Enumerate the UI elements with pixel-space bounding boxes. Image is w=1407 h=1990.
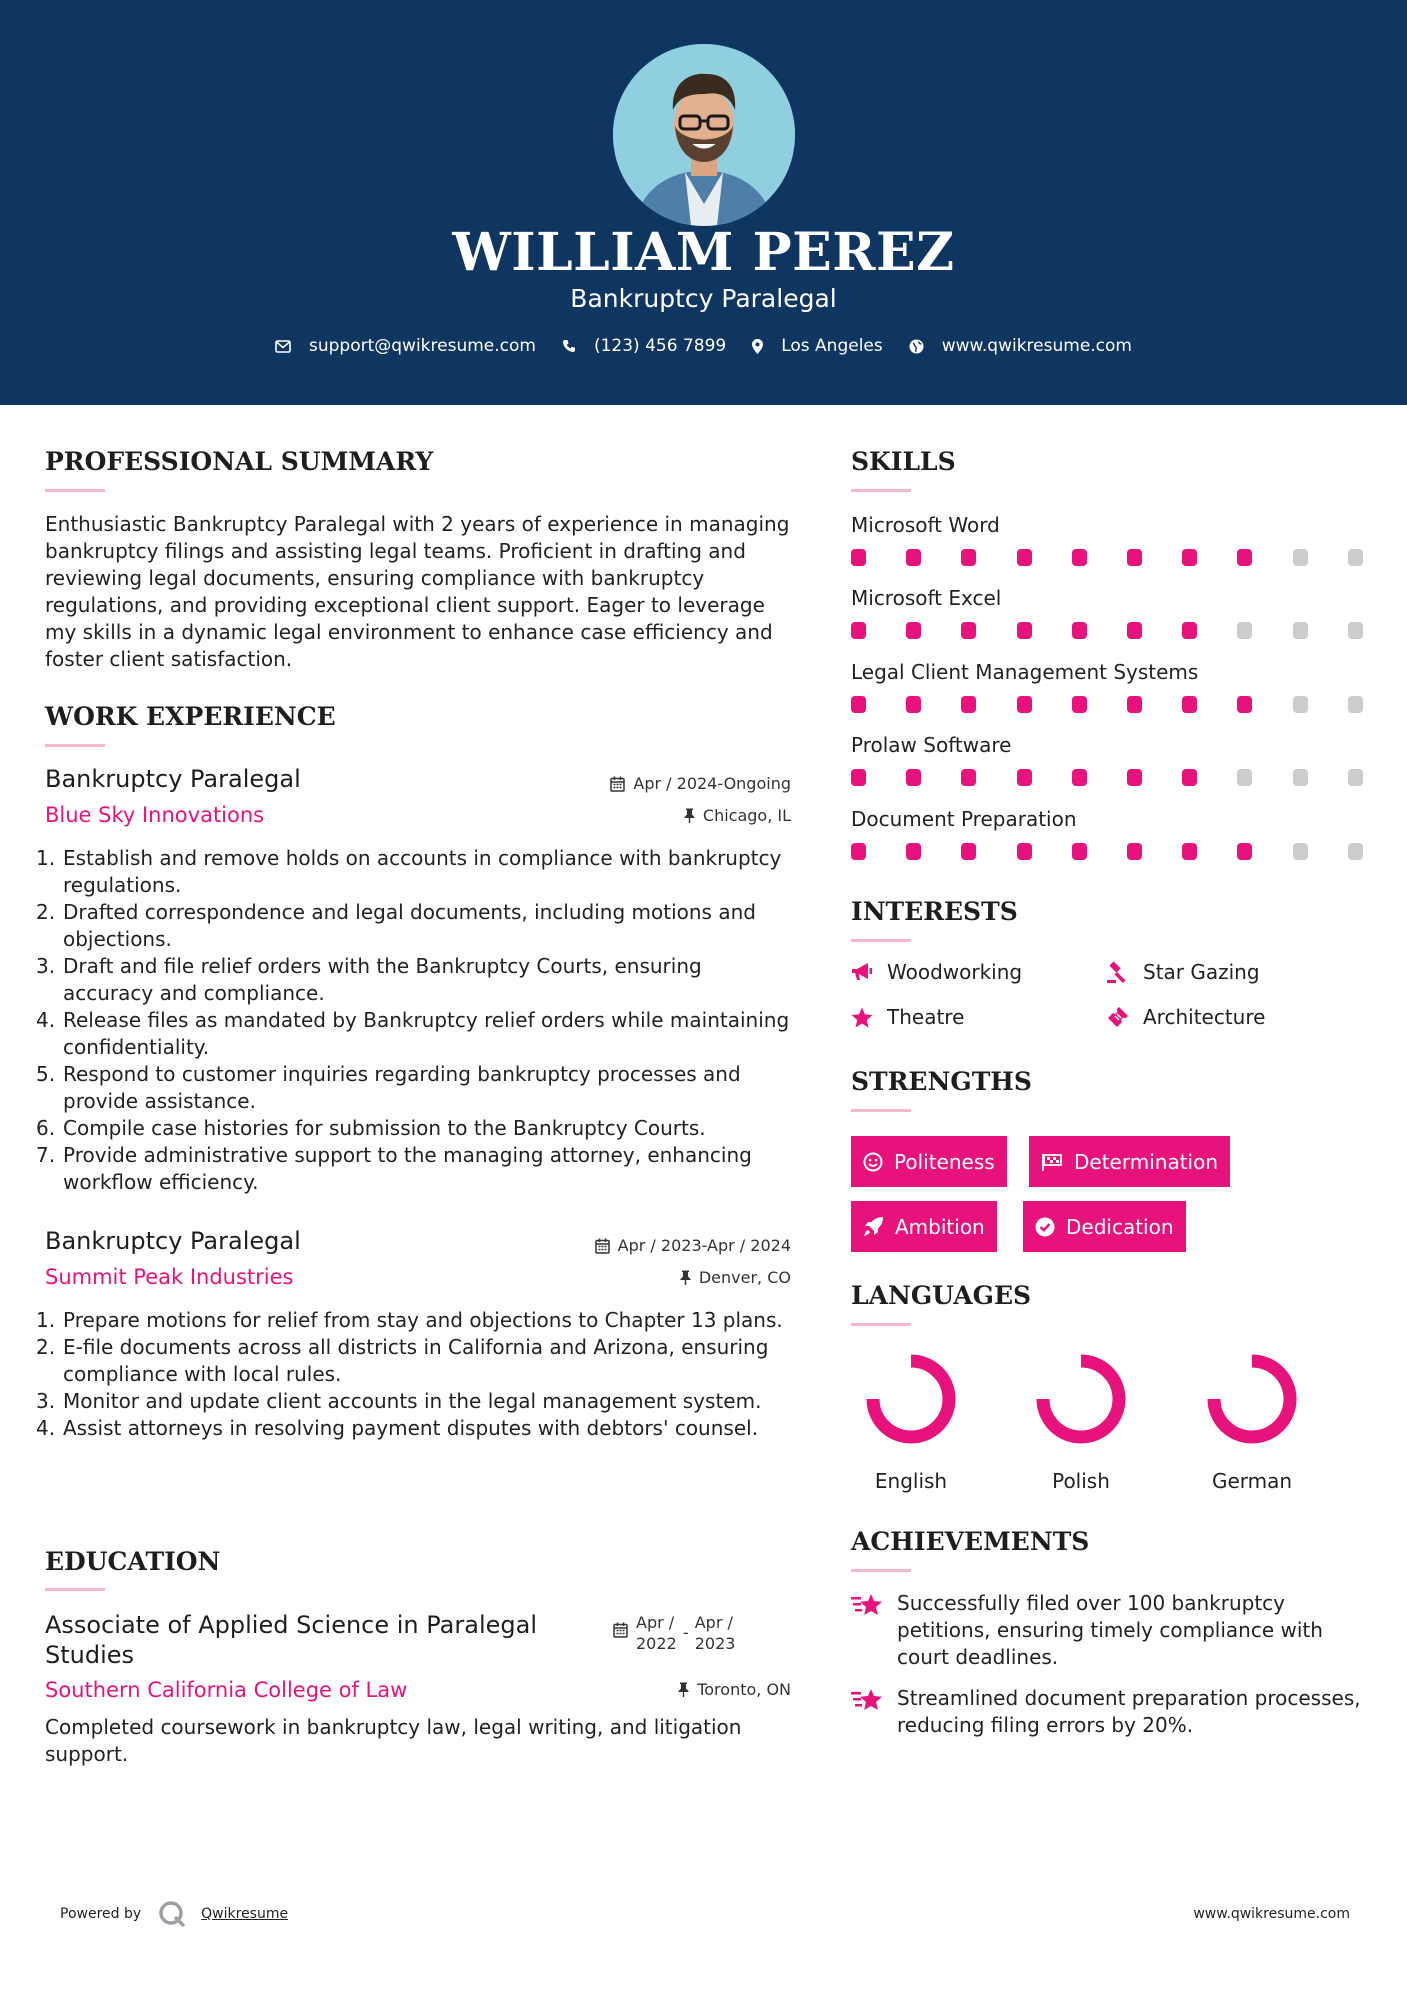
skill-dot	[1182, 549, 1197, 566]
language-ring	[1031, 1349, 1131, 1449]
skill-rating	[851, 622, 1371, 640]
interests-divider	[851, 939, 911, 942]
skill-dot	[1072, 843, 1087, 860]
language-label: German	[1211, 1469, 1293, 1493]
list-item: 2. E-file documents across all districts in California and Arizona, ensuring compliance with local rules.	[36, 1335, 769, 1386]
phone-text: (123) 456 7899	[593, 336, 727, 356]
job-dates-text: Apr / 2024-Ongoing	[633, 774, 791, 793]
gavel-icon	[1107, 961, 1129, 983]
languages-heading: LANGUAGES	[851, 1281, 1032, 1310]
skill-dot	[1017, 696, 1032, 713]
education-divider	[45, 1588, 105, 1591]
skill-dot	[851, 622, 866, 639]
contact-location	[752, 336, 883, 356]
pushpin-icon	[678, 1682, 689, 1697]
skill-dot	[1237, 769, 1252, 786]
map-pin-icon	[752, 339, 763, 354]
skill-dot	[1017, 622, 1032, 639]
skill-dot	[961, 843, 976, 860]
skill-dot	[1348, 549, 1363, 566]
job-dates	[610, 774, 791, 793]
skills-heading: SKILLS	[851, 447, 956, 476]
interests-heading: INTERESTS	[851, 897, 1018, 926]
job-location	[684, 806, 791, 825]
education-location	[678, 1680, 791, 1699]
job-location-text: Chicago, IL	[702, 806, 791, 825]
qwikresume-logo-icon	[157, 1899, 187, 1929]
list-item: 5. Respond to customer inquiries regarding bankruptcy processes and provide assistance.	[36, 1062, 741, 1113]
skill-dot	[961, 769, 976, 786]
list-item: 1. Prepare motions for relief from stay and objections to Chapter 13 plans.	[36, 1308, 783, 1332]
skill-dot	[1182, 622, 1197, 639]
list-item: 3. Monitor and update client accounts in the legal management system.	[36, 1389, 762, 1413]
skill-name: Microsoft Word	[851, 513, 1000, 537]
strengths-heading: STRENGTHS	[851, 1067, 1032, 1096]
skill-dot	[1072, 769, 1087, 786]
achievements-divider	[851, 1569, 911, 1572]
education-dates: Apr / 2022 - Apr / 2023	[613, 1612, 735, 1654]
job-duties-list	[36, 1307, 796, 1442]
footer-powered-by	[60, 1899, 288, 1929]
strength-badge: Determination	[1029, 1136, 1230, 1187]
skill-dot	[851, 843, 866, 860]
list-item: 4. Release files as mandated by Bankruptcy relief orders while maintaining confidentiality.	[36, 1008, 790, 1059]
envelope-icon	[275, 340, 291, 353]
candidate-name: WILLIAM PEREZ	[452, 222, 955, 283]
education-start: Apr / 2022	[636, 1613, 677, 1653]
language-item	[1182, 1349, 1322, 1493]
skill-dot	[1293, 843, 1308, 860]
skill-dot	[906, 769, 921, 786]
skill-dot	[1237, 622, 1252, 639]
skill-dot	[906, 696, 921, 713]
skill-dot	[1072, 622, 1087, 639]
education-description: Completed coursework in bankruptcy law, legal writing, and litigation support.	[45, 1715, 742, 1766]
skill-dot	[1293, 622, 1308, 639]
job-location	[680, 1268, 791, 1287]
language-item	[841, 1349, 981, 1493]
language-ring	[1202, 1349, 1302, 1449]
summary-text: Enthusiastic Bankruptcy Paralegal with 2 years of experience in managing bankruptcy filings and assisting legal teams. Proficient in drafting and reviewing legal documents, ensuring compliance with bankruptcy regulations, and providing exceptional client support. Eager to leverage my skills in a dynamic legal environment to enhance case efficiency and foster client satisfaction.	[45, 512, 790, 671]
interest-item: Woodworking	[851, 960, 1022, 984]
skill-dot	[906, 622, 921, 639]
interest-item: Architecture	[1107, 1005, 1265, 1029]
job-company: Summit Peak Industries	[45, 1265, 294, 1289]
language-label: English	[874, 1469, 948, 1493]
contact-bar	[0, 336, 1407, 356]
language-arc	[1043, 1361, 1119, 1437]
language-label: Polish	[1052, 1469, 1110, 1493]
list-item: 2. Drafted correspondence and legal documents, including motions and objections.	[36, 900, 756, 951]
avatar-photo	[613, 44, 795, 226]
calendar-icon	[595, 1238, 610, 1254]
summary-heading: PROFESSIONAL SUMMARY	[45, 447, 434, 476]
job-title: Bankruptcy Paralegal	[45, 765, 301, 793]
calendar-icon	[613, 1622, 628, 1638]
list-item: 1. Establish and remove holds on accounts in compliance with bankruptcy regulations.	[36, 846, 782, 897]
skill-dot	[1348, 769, 1363, 786]
skill-rating	[851, 843, 1371, 861]
resume-header	[0, 0, 1407, 405]
skill-dot	[1348, 622, 1363, 639]
pushpin-icon	[680, 1270, 691, 1285]
star-icon	[851, 1007, 873, 1028]
skill-dot	[1348, 843, 1363, 860]
skill-dot	[1127, 843, 1142, 860]
strength-badge: Dedication	[1023, 1201, 1186, 1252]
rocket-icon	[863, 1216, 884, 1237]
qwikresume-link[interactable]: Qwikresume	[201, 1906, 289, 1922]
skill-dot	[1293, 696, 1308, 713]
degree-title: Associate of Applied Science in Paralegal Studies	[45, 1611, 537, 1669]
skill-dot	[906, 843, 921, 860]
language-arc	[873, 1361, 949, 1437]
website-text: www.qwikresume.com	[941, 336, 1132, 356]
job-title: Bankruptcy Paralegal	[45, 1227, 301, 1255]
skills-divider	[851, 489, 911, 492]
skill-dot	[1127, 622, 1142, 639]
strength-badge: Ambition	[851, 1201, 997, 1252]
strength-badge: Politeness	[851, 1136, 1007, 1187]
job-dates-text: Apr / 2023-Apr / 2024	[617, 1236, 791, 1255]
flag-icon	[1041, 1153, 1063, 1171]
shooting-star-icon	[851, 1688, 883, 1712]
education-end: Apr / 2023	[694, 1613, 736, 1653]
school-name: Southern California College of Law	[45, 1678, 408, 1702]
contact-website[interactable]	[909, 336, 1132, 356]
footer-url[interactable]: www.qwikresume.com	[1193, 1906, 1350, 1922]
pushpin-icon	[684, 808, 695, 823]
check-circle-icon	[1035, 1217, 1055, 1237]
education-location-text: Toronto, ON	[697, 1680, 791, 1699]
powered-by-text: Powered by	[60, 1906, 142, 1922]
phone-icon	[562, 339, 576, 353]
skill-dot	[1293, 769, 1308, 786]
skill-rating	[851, 549, 1371, 567]
contact-phone[interactable]	[562, 336, 726, 356]
skill-dot	[1127, 696, 1142, 713]
candidate-title: Bankruptcy Paralegal	[570, 284, 837, 313]
skill-dot	[1293, 549, 1308, 566]
skill-dot	[1127, 549, 1142, 566]
list-item: 7. Provide administrative support to the managing attorney, enhancing workflow efficiency.	[36, 1143, 752, 1194]
experience-heading: WORK EXPERIENCE	[45, 702, 336, 731]
achievement-item: Streamlined document preparation processes, reducing filing errors by 20%.	[851, 1685, 1371, 1739]
language-ring	[861, 1349, 961, 1449]
list-item: 3. Draft and file relief orders with the Bankruptcy Courts, ensuring accuracy and compliance.	[36, 954, 702, 1005]
list-item: 6. Compile case histories for submission to the Bankruptcy Courts.	[36, 1116, 706, 1140]
skill-dot	[1237, 696, 1252, 713]
skill-dot	[906, 549, 921, 566]
interest-item: Star Gazing	[1107, 960, 1260, 984]
skill-dot	[961, 549, 976, 566]
skill-dot	[1182, 769, 1197, 786]
skill-dot	[1182, 696, 1197, 713]
skill-name: Prolaw Software	[851, 733, 1012, 757]
skill-dot	[1072, 549, 1087, 566]
skill-dot	[851, 696, 866, 713]
globe-icon	[909, 339, 924, 354]
contact-email[interactable]	[275, 336, 536, 356]
skill-name: Document Preparation	[851, 807, 1077, 831]
achievement-item: Successfully filed over 100 bankruptcy petitions, ensuring timely compliance with court deadlines.	[851, 1590, 1371, 1671]
skill-dot	[1182, 843, 1197, 860]
interest-item: Theatre	[851, 1005, 964, 1029]
skill-rating	[851, 696, 1371, 714]
skill-dot	[1127, 769, 1142, 786]
avatar	[613, 44, 795, 226]
shooting-star-icon	[851, 1593, 883, 1617]
ticket-icon	[1107, 1006, 1129, 1028]
skill-dot	[851, 769, 866, 786]
job-duties-list	[36, 845, 796, 1196]
skill-dot	[1237, 843, 1252, 860]
list-item: 4. Assist attorneys in resolving payment disputes with debtors' counsel.	[36, 1416, 759, 1440]
megaphone-icon	[851, 962, 873, 982]
languages-divider	[851, 1323, 911, 1326]
skill-name: Microsoft Excel	[851, 586, 1002, 610]
language-arc	[1214, 1361, 1290, 1437]
language-item	[1011, 1349, 1151, 1493]
achievements-heading: ACHIEVEMENTS	[851, 1527, 1090, 1556]
summary-divider	[45, 489, 105, 492]
skill-rating	[851, 769, 1371, 787]
calendar-icon	[610, 776, 625, 792]
skill-dot	[1348, 696, 1363, 713]
email-text: support@qwikresume.com	[309, 336, 536, 356]
education-heading: EDUCATION	[45, 1547, 221, 1576]
skill-dot	[1017, 549, 1032, 566]
skill-dot	[851, 549, 866, 566]
job-location-text: Denver, CO	[698, 1268, 791, 1287]
smile-icon	[863, 1152, 883, 1172]
skill-dot	[1072, 696, 1087, 713]
skill-name: Legal Client Management Systems	[851, 660, 1199, 684]
skill-dot	[1237, 549, 1252, 566]
job-dates	[595, 1236, 791, 1255]
skill-dot	[961, 696, 976, 713]
location-text: Los Angeles	[781, 336, 883, 356]
job-company: Blue Sky Innovations	[45, 803, 265, 827]
skill-dot	[961, 622, 976, 639]
skill-dot	[1017, 769, 1032, 786]
strengths-divider	[851, 1109, 911, 1112]
skill-dot	[1017, 843, 1032, 860]
experience-divider	[45, 744, 105, 747]
